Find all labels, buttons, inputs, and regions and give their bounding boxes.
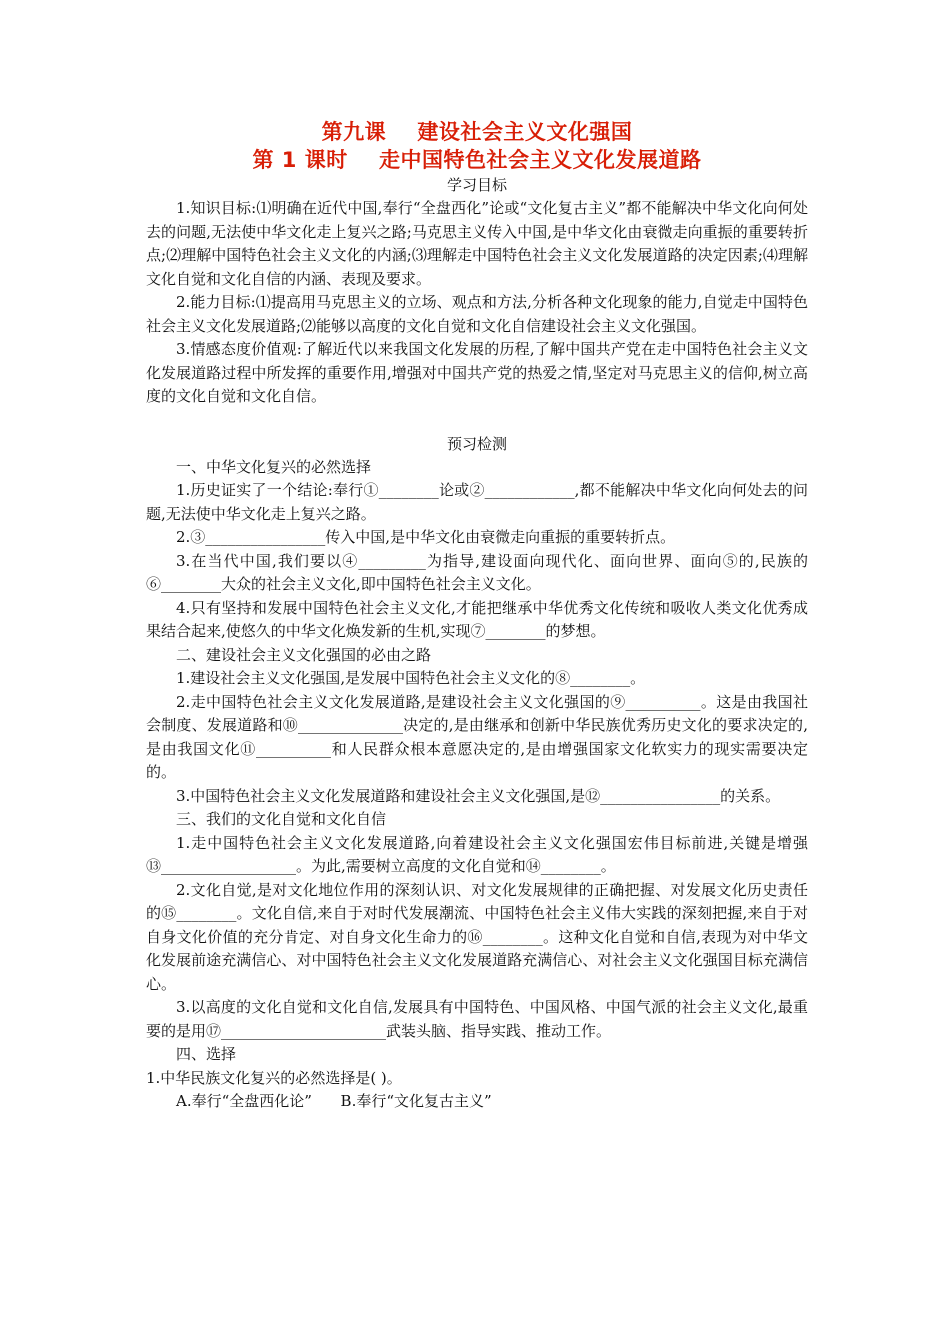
choice-options-1: A.奉行“全盘西化论” B.奉行“文化复古主义” [176, 1092, 492, 1110]
part2-item: 1.建设社会主义文化强国,是发展中国特色社会主义文化的⑧________。 [176, 669, 646, 687]
part1-item: 1.历史证实了一个结论:奉行①________论或②____________,都不能解决中华文化向何处去的问题,无法使中华文化走上复兴之路。 [146, 481, 808, 523]
part4-heading: 四、选择 [176, 1045, 237, 1063]
part3-item: 1.走中国特色社会主义文化发展道路,向着建设社会主义文化强国宏伟目标前进,关键是增强⑬__________________。为此,需要树立高度的文化自觉和⑭________。 [146, 833, 808, 875]
part3-heading: 三、我们的文化自觉和文化自信 [176, 810, 387, 828]
objective-values: 3.情感态度价值观:了解近代以来我国文化发展的历程,了解中国共产党在走中国特色社会主义文化发展道路过程中所发挥的重要作用,增强对中国共产党的热爱之情,坚定对马克思主义的信仰,树立高度的文化自觉和文化自信。 [146, 340, 808, 405]
lesson-title: 第九课 建设社会主义文化强国 [321, 120, 633, 144]
lesson-subtitle: 第 1 课时 走中国特色社会主义文化发展道路 [252, 148, 702, 172]
objective-ability: 2.能力目标:⑴提高用马克思主义的立场、观点和方法,分析各种文化现象的能力,自觉走中国特色社会主义文化发展道路;⑵能够以高度的文化自觉和文化自信建设社会主义文化强国。 [146, 293, 808, 335]
part3-item: 3.以高度的文化自觉和文化自信,发展具有中国特色、中国风格、中国气派的社会主义文化,最重要的是用⑰______________________武装头脑、指导实践、推动工作。 [146, 998, 808, 1040]
part3-item: 2.文化自觉,是对文化地位作用的深刻认识、对文化发展规律的正确把握、对发展文化历史责任的⑮________。文化自信,来自于对时代发展潮流、中国特色社会主义伟大实践的深刻把握,来自于对自身文化价值的充分肯定、对自身文化生命力的⑯________。这种文化自觉和自信,表现为对中华文化发展前途充满信心、对中国特色社会主义文化发展道路充满信心、对社会主义文化强国目标充满信心。 [146, 880, 808, 993]
part1-item: 2.③________________传入中国,是中华文化由衰微走向重振的重要转折点。 [176, 528, 676, 546]
part2-heading: 二、建设社会主义文化强国的必由之路 [176, 645, 432, 664]
objective-knowledge: 1.知识目标:⑴明确在近代中国,奉行“全盘西化”论或“文化复古主义”都不能解决中华文化向何处去的问题,无法使中华文化走上复兴之路;马克思主义传入中国,是中华文化由衰微走向重振的重要转折点;⑵理解中国特色社会主义文化的内涵;⑶理解走中国特色社会主义文化发展道路的决定因素;⑷理解文化自觉和文化自信的内涵、表现及要求。 [146, 199, 808, 288]
preview-heading: 预习检测 [446, 434, 507, 453]
part2-item: 2.走中国特色社会主义文化发展道路,是建设社会主义文化强国的⑨__________。这是由我国社会制度、发展道路和⑩______________决定的,是由继承和创新中华民族优秀历史文化的要求决定的,是由我国文化⑪__________和人民群众根本意愿决定的,是由增强国家文化软实力的现实需要决定的。 [146, 692, 808, 781]
choice-question-1: 1.中华民族文化复兴的必然选择是( )。 [146, 1068, 402, 1087]
part1-heading: 一、中华文化复兴的必然选择 [176, 457, 372, 476]
spacer [146, 409, 808, 433]
part1-item: 4.只有坚持和发展中国特色社会主义文化,才能把继承中华优秀文化传统和吸收人类文化优秀成果结合起来,使悠久的中华文化焕发新的生机,实现⑦________的梦想。 [146, 598, 808, 640]
part1-item: 3.在当代中国,我们要以④_________为指导,建设面向现代化、面向世界、面向⑤的,民族的⑥________大众的社会主义文化,即中国特色社会主义文化。 [146, 551, 808, 593]
objectives-heading: 学习目标 [446, 176, 507, 194]
part2-item: 3.中国特色社会主义文化发展道路和建设社会主义文化强国,是⑫________________的关系。 [176, 786, 781, 805]
